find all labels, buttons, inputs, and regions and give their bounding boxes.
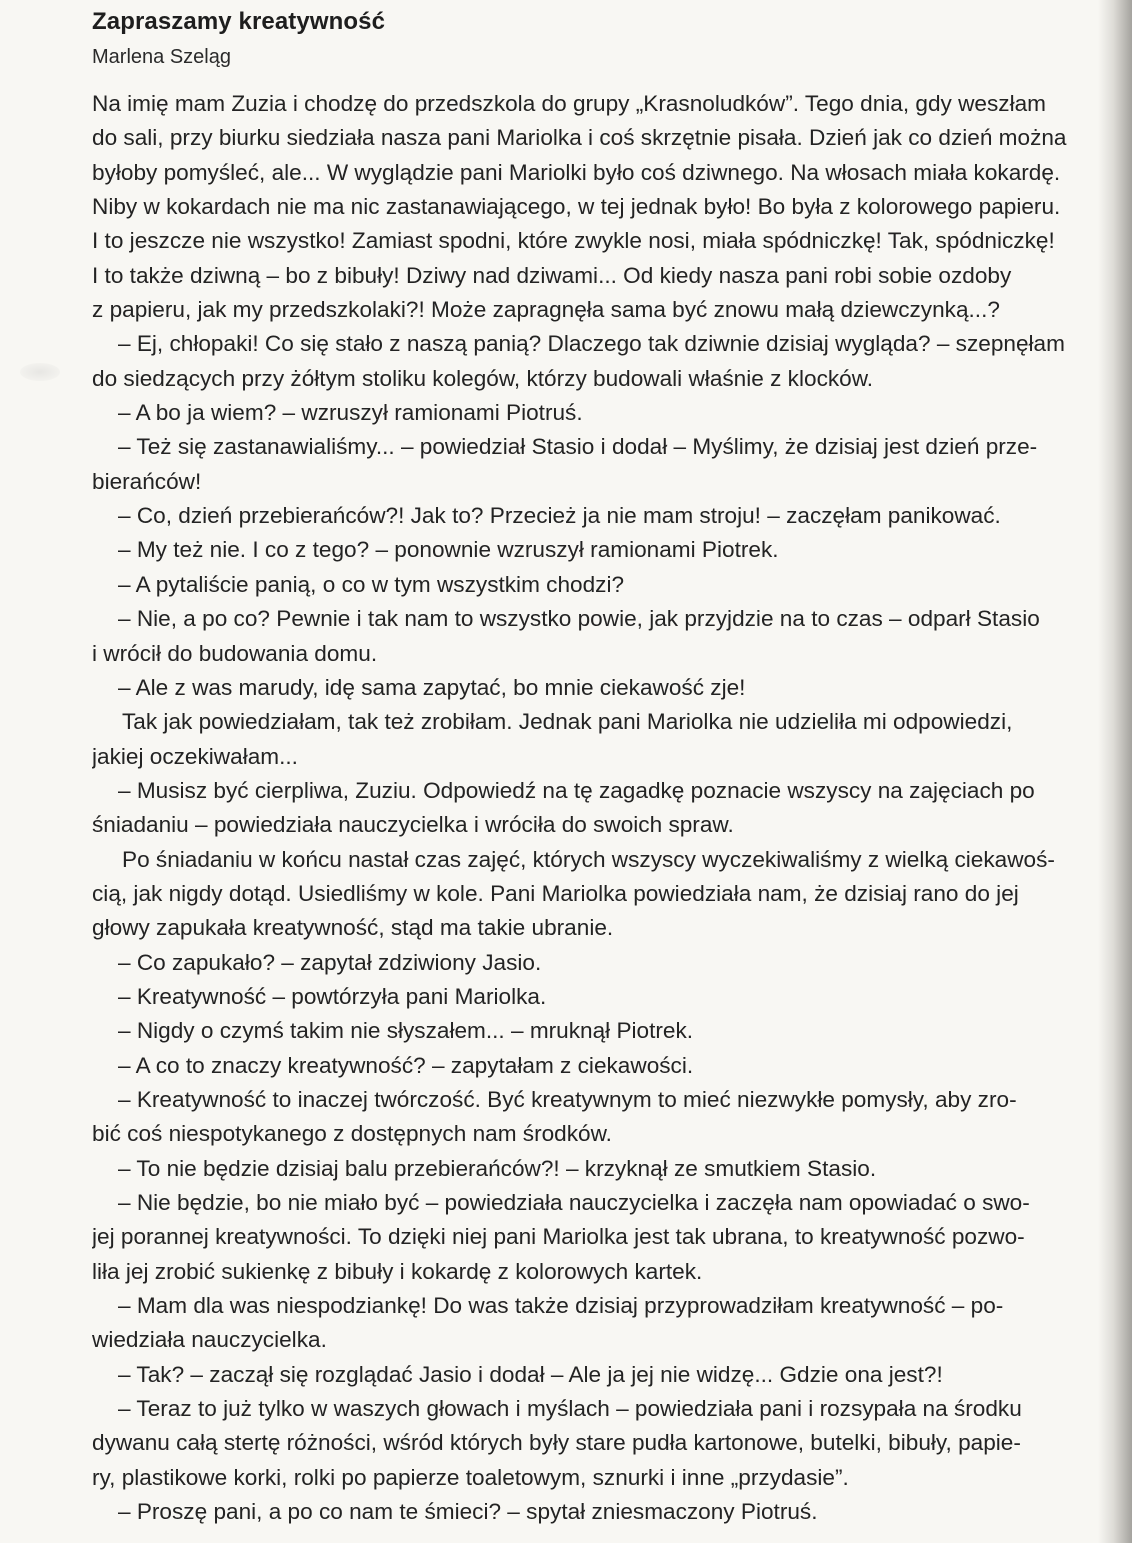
dialogue-line: – A pytaliście panią, o co w tym wszystkim chodzi? (118, 571, 625, 597)
dialogue-line: – A bo ja wiem? – wzruszył ramionami Piotruś. (118, 400, 583, 426)
text-line: do siedzących przy żółtym stoliku kolegów, którzy budowali właśnie z klocków. (92, 365, 874, 391)
dialogue-line: – Ale z was marudy, idę sama zapytać, bo mnie ciekawość zje! (118, 674, 746, 700)
text-line: liła jej zrobić sukienkę z bibuły i kokardę z kolorowych kartek. (92, 1258, 703, 1284)
text-line: do sali, przy biurku siedziała nasza pani Mariolka i coś skrzętnie pisała. Dzień jak co dzień można (92, 125, 1067, 151)
article-author: Marlena Szeląg (92, 46, 231, 68)
text-line: cią, jak nigdy dotąd. Usiedliśmy w kole. Pani Mariolka powiedziała nam, że dzisiaj rano do jej (92, 880, 1019, 906)
text-line: śniadaniu – powiedziała nauczycielka i wróciła do swoich spraw. (92, 812, 734, 838)
text-line: wiedziała nauczycielka. (92, 1327, 327, 1353)
text-line: ry, plastikowe korki, rolki po papierze toaletowym, sznurki i inne „przydasie”. (92, 1464, 849, 1490)
dialogue-line: – Nie, a po co? Pewnie i tak nam to wszystko powie, jak przyjdzie na to czas – odparł Stasio (118, 606, 1040, 632)
text-line: byłoby pomyśleć, ale... W wyglądzie pani Mariolki było coś dziwnego. Na włosach miała kokardę. (92, 159, 1061, 185)
dialogue-line: – Tak? – zaczął się rozglądać Jasio i dodał – Ale ja jej nie widzę... Gdzie ona jest?! (118, 1361, 943, 1387)
paragraph-line: Tak jak powiedziałam, tak też zrobiłam. Jednak pani Mariolka nie udzieliła mi odpowiedzi, (122, 709, 1013, 735)
dialogue-line: – Nigdy o czymś takim nie słyszałem... – mruknął Piotrek. (118, 1018, 694, 1044)
dialogue-line: – Nie będzie, bo nie miało być – powiedziała nauczycielka i zaczęła nam opowiadać o swo- (118, 1190, 1030, 1215)
text-line: i wrócił do budowania domu. (92, 640, 378, 666)
dialogue-line: – Co zapukało? – zapytał zdziwiony Jasio. (118, 949, 542, 975)
scan-speck (20, 363, 60, 381)
text-line: z papieru, jak my przedszkolaki?! Może zapragnęła sama być znowu małą dziewczynką...? (92, 297, 1000, 323)
dialogue-line: – Ej, chłopaki! Co się stało z naszą panią? Dlaczego tak dziwnie dzisiaj wygląda? – szepnęłam (118, 331, 1065, 357)
dialogue-line: – Proszę pani, a po co nam te śmieci? – spytał zniesmaczony Piotruś. (118, 1499, 818, 1525)
dialogue-line: – Też się zastanawialiśmy... – powiedział Stasio i dodał – Myślimy, że dzisiaj jest dzień prze- (118, 434, 1038, 460)
text-line: bić coś niespotykanego z dostępnych nam środków. (92, 1121, 612, 1147)
dialogue-line: – Mam dla was niespodziankę! Do was także dzisiaj przyprowadziłam kreatywność – po- (118, 1293, 1004, 1319)
text-line: Na imię mam Zuzia i chodzę do przedszkola do grupy „Krasnoludków”. Tego dnia, gdy weszłam (92, 91, 1046, 116)
dialogue-line: – Co, dzień przebierańców?! Jak to? Przecież ja nie mam stroju! – zaczęłam panikować. (118, 503, 1001, 529)
dialogue-line: – Musisz być cierpliwa, Zuziu. Odpowiedź na tę zagadkę poznacie wszyscy na zajęciach po (118, 777, 1035, 803)
dialogue-line: – My też nie. I co z tego? – ponownie wzruszył ramionami Piotrek. (118, 537, 779, 563)
dialogue-line: – Teraz to już tylko w waszych głowach i myślach – powiedziała pani i rozsypała na środku (118, 1396, 1022, 1422)
text-line: Niby w kokardach nie ma nic zastanawiającego, w tej jednak było! Bo była z kolorowego papieru. (92, 194, 1061, 220)
dialogue-line: – A co to znaczy kreatywność? – zapytałam z ciekawości. (118, 1052, 694, 1078)
text-line: bierańców! (92, 468, 202, 494)
article-body (92, 87, 1132, 1529)
text-line: I to jeszcze nie wszystko! Zamiast spodni, które zwykle nosi, miała spódniczkę! Tak, spódniczkę! (92, 228, 1055, 254)
dialogue-line: – Kreatywność – powtórzyła pani Mariolka. (118, 983, 547, 1009)
paragraph-line: Po śniadaniu w końcu nastał czas zajęć, których wszyscy wyczekiwaliśmy z wielką ciekawoś- (122, 846, 1055, 872)
text-line: dywanu całą stertę różności, wśród których były stare pudła kartonowe, butelki, bibuły, papie- (92, 1430, 1021, 1456)
text-line: I to także dziwną – bo z bibuły! Dziwy nad dziwami... Od kiedy nasza pani robi sobie ozdoby (92, 262, 1012, 288)
text-line: głowy zapukała kreatywność, stąd ma takie ubranie. (92, 915, 614, 941)
dialogue-line: – Kreatywność to inaczej twórczość. Być kreatywnym to mieć niezwykłe pomysły, aby zro- (118, 1086, 1017, 1112)
article-title: Zapraszamy kreatywność (92, 8, 386, 35)
text-line: jej porannej kreatywności. To dzięki niej pani Mariolka jest tak ubrana, to kreatywność pozwo- (92, 1224, 1025, 1250)
text-line: jakiej oczekiwałam... (92, 743, 298, 769)
dialogue-line: – To nie będzie dzisiaj balu przebierańców?! – krzyknął ze smutkiem Stasio. (118, 1155, 877, 1181)
